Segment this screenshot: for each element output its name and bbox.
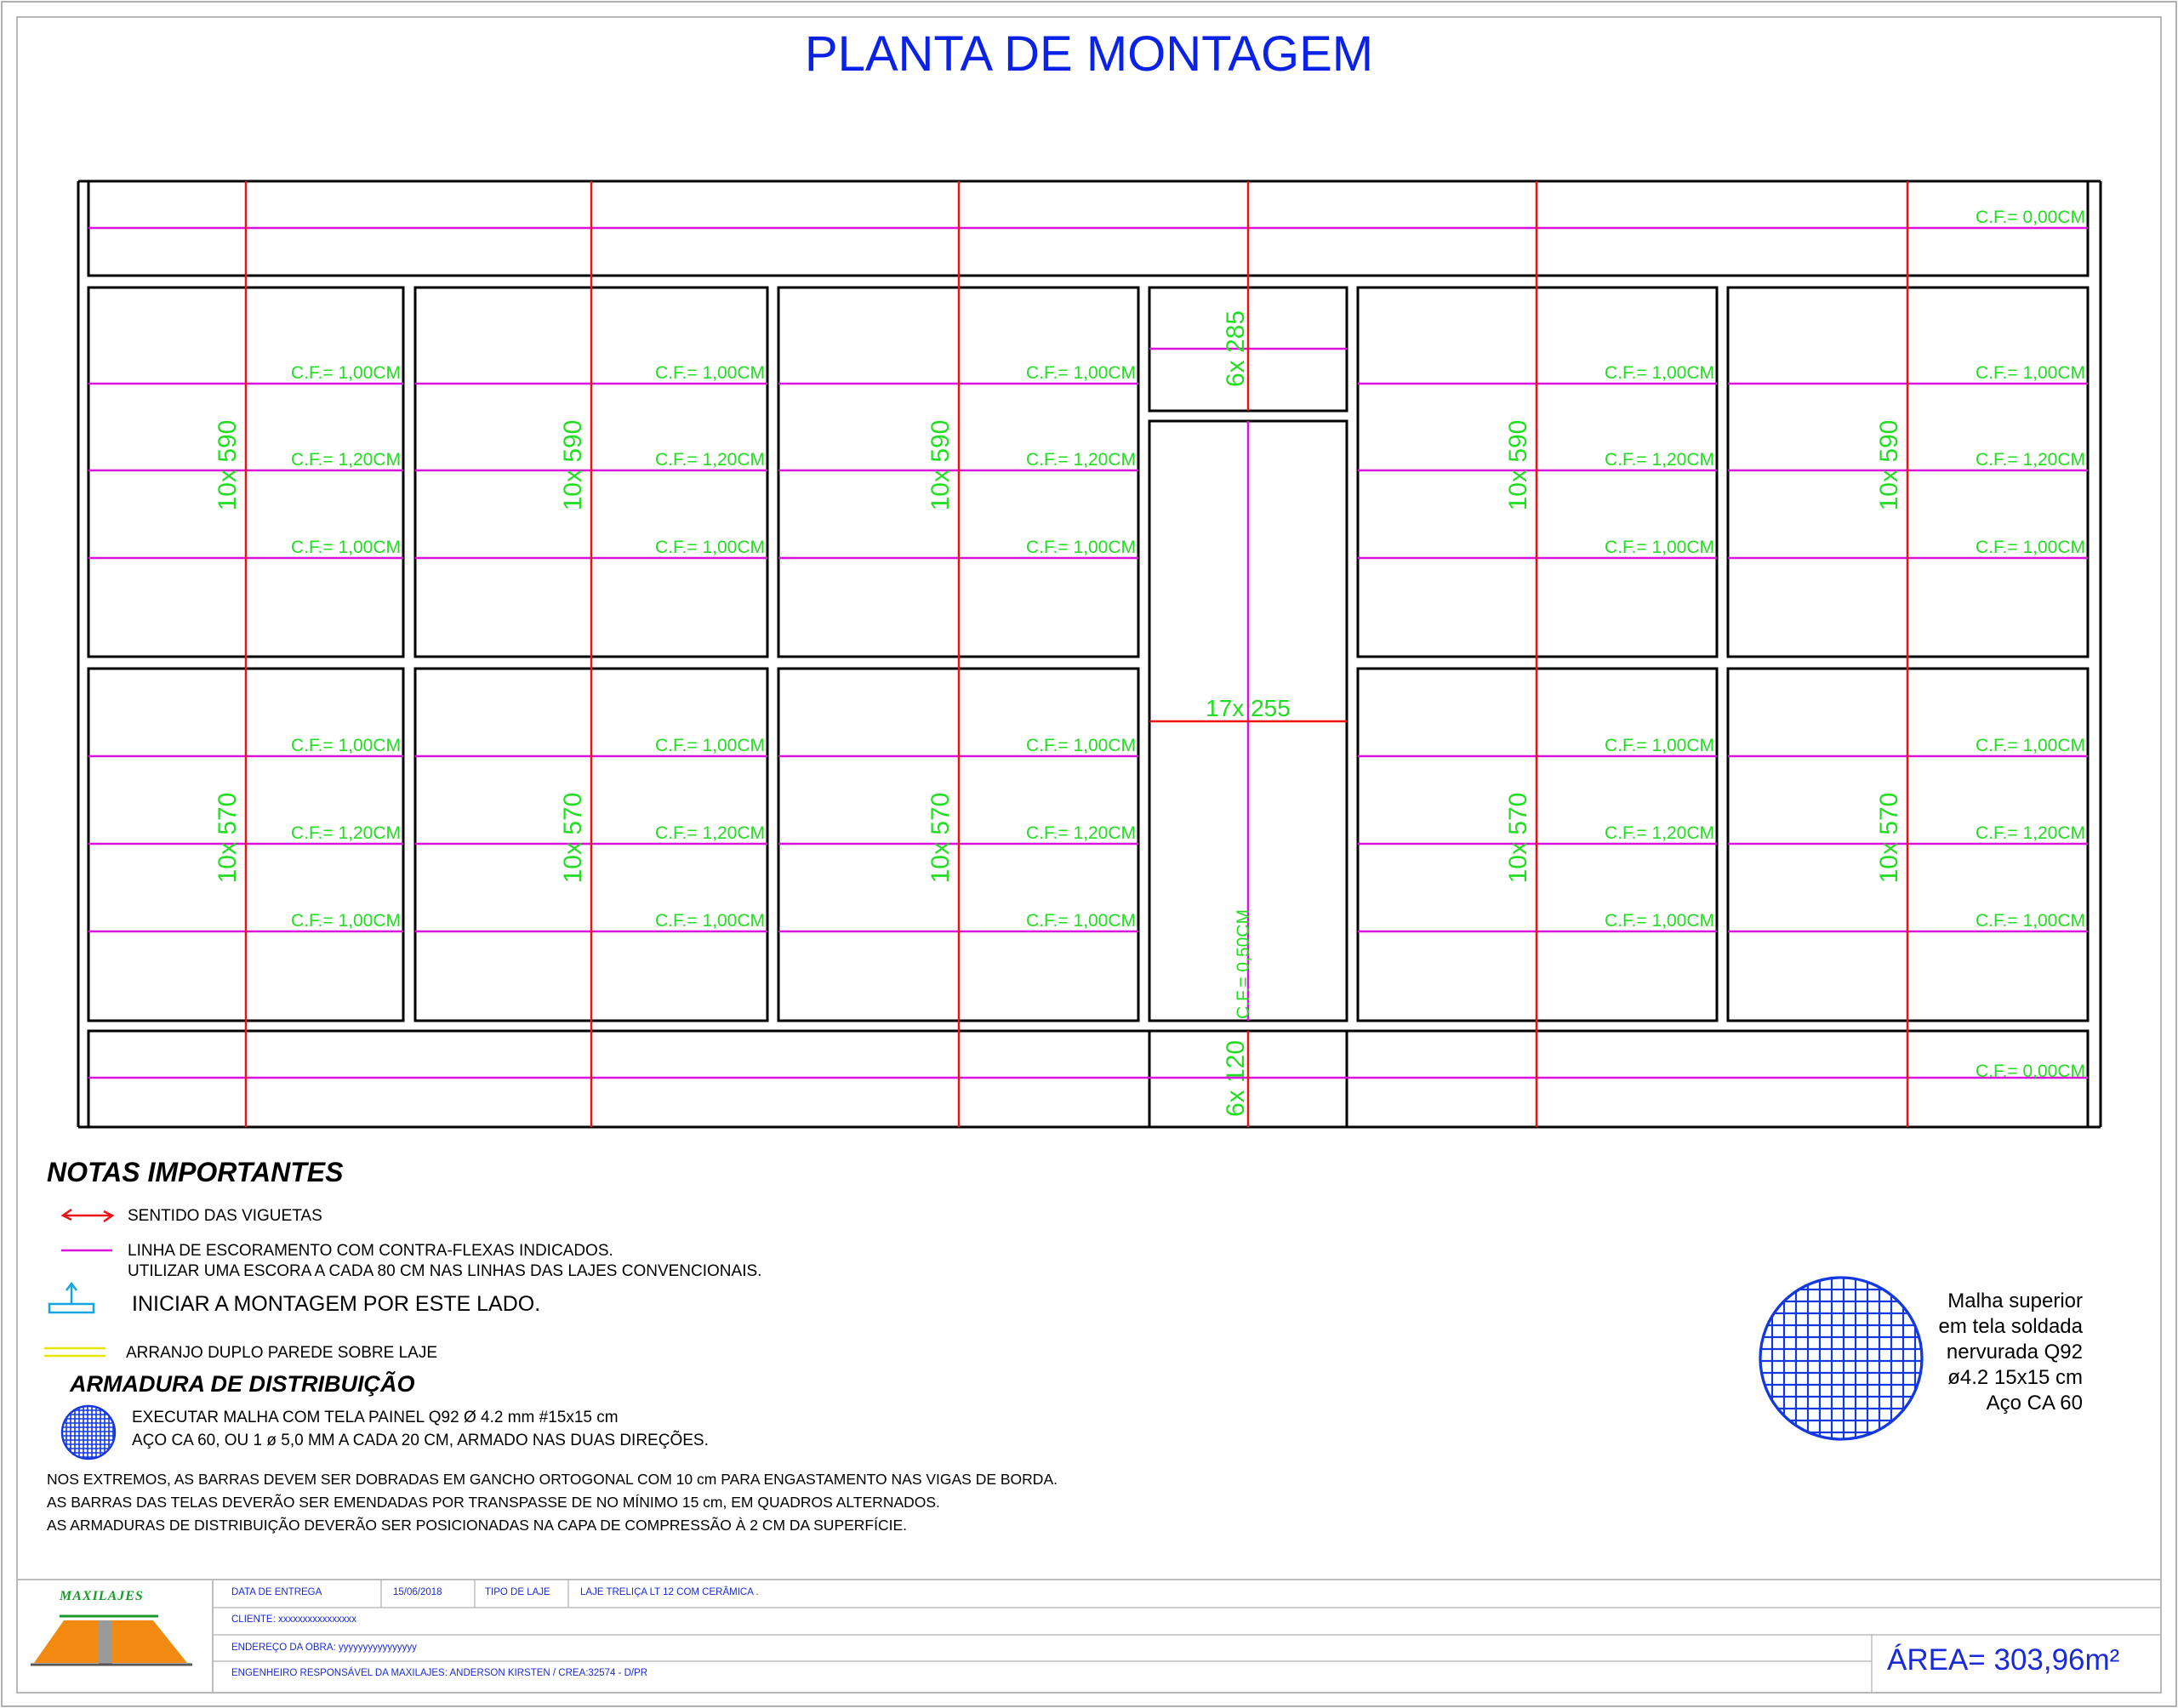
cf-label: C.F.= 1,00CM bbox=[1026, 538, 1136, 557]
mesh-caption-line: ø4.2 15x15 cm bbox=[1947, 1366, 2083, 1389]
cf-label: C.F.= 1,00CM bbox=[1976, 363, 2085, 383]
company-logo bbox=[31, 1616, 192, 1665]
area-value: ÁREA= 303,96m² bbox=[1887, 1643, 2120, 1677]
joist-count-label: 10x 590 bbox=[1875, 419, 1903, 511]
cf-label: C.F.= 1,20CM bbox=[291, 823, 401, 843]
joist-count-label: 10x 570 bbox=[927, 792, 955, 884]
joist-count-label: 10x 570 bbox=[1875, 792, 1903, 884]
legend-symbols bbox=[44, 1210, 115, 1459]
mesh-caption-line: Aço CA 60 bbox=[1986, 1392, 2083, 1415]
notes-heading: NOTAS IMPORTANTES bbox=[47, 1157, 344, 1187]
joist-count-label: 10x 570 bbox=[214, 792, 242, 884]
cf-label: C.F.= 1,00CM bbox=[655, 736, 765, 755]
joist-count-label: 10x 570 bbox=[1504, 792, 1532, 884]
cf-label: C.F.= 1,00CM bbox=[1605, 911, 1714, 931]
cf-label: C.F.= 1,20CM bbox=[1976, 450, 2085, 470]
cf-label: C.F.= 1,00CM bbox=[291, 911, 401, 931]
address-field: ENDEREÇO DA OBRA: yyyyyyyyyyyyyyyy bbox=[231, 1643, 417, 1653]
cf-label: C.F.= 1,00CM bbox=[1976, 736, 2085, 755]
cf-label: C.F.= 1,20CM bbox=[655, 450, 765, 470]
joist-count-label: 6x 285 bbox=[1222, 310, 1250, 388]
note-paragraph-3: AS ARMADURAS DE DISTRIBUIÇÃO DEVERÃO SER POSICIONADAS NA CAPA DE COMPRESSÃO À 2 CM DA SUPERFÍCIE. bbox=[47, 1517, 908, 1534]
slab-type-label: TIPO DE LAJE bbox=[485, 1587, 550, 1597]
cf-label: C.F.= 1,00CM bbox=[1976, 911, 2085, 931]
slab-type: LAJE TRELIÇA LT 12 COM CERÂMICA . bbox=[580, 1587, 759, 1597]
floor-plan bbox=[78, 181, 2101, 1127]
cf-label: C.F.= 1,00CM bbox=[655, 911, 765, 931]
delivery-date: 15/06/2018 bbox=[393, 1587, 442, 1597]
cf-label: C.F.= 1,20CM bbox=[1605, 450, 1714, 470]
note-paragraph-2: AS BARRAS DAS TELAS DEVERÃO SER EMENDADAS POR TRANSPASSE DE NO MÍNIMO 15 cm, EM QUADROS ALTERNADOS. bbox=[47, 1494, 940, 1511]
cf-label: C.F.= 1,20CM bbox=[1605, 823, 1714, 843]
company-logo-text: MAXILAJES bbox=[60, 1589, 144, 1603]
cf-label: C.F.= 1,00CM bbox=[1026, 363, 1136, 383]
joist-count-label: 10x 570 bbox=[559, 792, 587, 884]
cf-label: C.F.= 1,00CM bbox=[1026, 911, 1136, 931]
cf-label: C.F.= 1,20CM bbox=[1976, 823, 2085, 843]
cf-label: C.F.= 1,00CM bbox=[1605, 538, 1714, 557]
cf-label: C.F.= 1,00CM bbox=[291, 736, 401, 755]
cf-label: C.F.= 1,20CM bbox=[291, 450, 401, 470]
cf-label: C.F.= 1,00CM bbox=[1026, 736, 1136, 755]
mesh-diagram bbox=[1760, 1278, 1922, 1439]
mesh-caption-line: nervurada Q92 bbox=[1946, 1341, 2083, 1364]
cf-label: C.F.= 0,50CM bbox=[1234, 909, 1253, 1019]
cf-label: C.F.= 1,00CM bbox=[291, 538, 401, 557]
cf-label: C.F.= 0,00CM bbox=[1976, 208, 2085, 227]
client-field: CLIENTE: xxxxxxxxxxxxxxxx bbox=[231, 1614, 356, 1625]
joist-count-label: 6x 120 bbox=[1222, 1039, 1250, 1118]
note-paragraph-1: NOS EXTREMOS, AS BARRAS DEVEM SER DOBRADAS EM GANCHO ORTOGONAL COM 10 cm PARA ENGASTAMENTO NAS VIGAS DE BORDA. bbox=[47, 1471, 1058, 1488]
legend-shoring-note: UTILIZAR UMA ESCORA A CADA 80 CM NAS LINHAS DAS LAJES CONVENCIONAIS. bbox=[128, 1262, 762, 1280]
cf-label: C.F.= 1,20CM bbox=[1026, 823, 1136, 843]
logo-shape bbox=[34, 1620, 102, 1663]
cf-label: C.F.= 1,20CM bbox=[1026, 450, 1136, 470]
page-title: PLANTA DE MONTAGEM bbox=[804, 26, 1374, 82]
mesh-caption bbox=[1906, 1289, 2083, 1416]
joist-count-label: 10x 590 bbox=[559, 419, 587, 511]
distribution-line-1: EXECUTAR MALHA COM TELA PAINEL Q92 Ø 4.2 mm #15x15 cm bbox=[132, 1409, 619, 1426]
cf-label: C.F.= 1,00CM bbox=[291, 363, 401, 383]
legend-start-side: INICIAR A MONTAGEM POR ESTE LADO. bbox=[132, 1292, 541, 1316]
legend-double-wall: ARRANJO DUPLO PAREDE SOBRE LAJE bbox=[126, 1344, 438, 1362]
delivery-label: DATA DE ENTREGA bbox=[231, 1587, 322, 1597]
cf-label: C.F.= 1,00CM bbox=[1976, 538, 2085, 557]
distribution-line-2: AÇO CA 60, OU 1 ø 5,0 MM A CADA 20 CM, ARMADO NAS DUAS DIREÇÕES. bbox=[132, 1432, 709, 1449]
engineer-field: ENGENHEIRO RESPONSÁVEL DA MAXILAJES: ANDERSON KIRSTEN / CREA:32574 - D/PR bbox=[231, 1668, 648, 1678]
cf-label: C.F.= 1,00CM bbox=[1605, 736, 1714, 755]
legend-shoring-line: LINHA DE ESCORAMENTO COM CONTRA-FLEXAS INDICADOS. bbox=[128, 1242, 613, 1260]
mesh-caption-line: em tela soldada bbox=[1938, 1315, 2083, 1338]
joist-count-label: 10x 590 bbox=[927, 419, 955, 511]
joist-count-label: 17x 255 bbox=[1206, 695, 1291, 721]
cf-label: C.F.= 1,00CM bbox=[1605, 363, 1714, 383]
cf-label: C.F.= 0,00CM bbox=[1976, 1062, 2085, 1081]
cf-label: C.F.= 1,00CM bbox=[655, 538, 765, 557]
joist-count-label: 10x 590 bbox=[214, 419, 242, 511]
mesh-caption-line: Malha superior bbox=[1947, 1290, 2083, 1312]
logo-shape bbox=[109, 1620, 187, 1663]
joist-count-label: 10x 590 bbox=[1504, 419, 1532, 511]
cf-label: C.F.= 1,00CM bbox=[655, 363, 765, 383]
bottom-strip bbox=[88, 1031, 2088, 1127]
cf-label: C.F.= 1,20CM bbox=[655, 823, 765, 843]
start-arrow-icon bbox=[49, 1304, 94, 1312]
legend-joist-direction: SENTIDO DAS VIGUETAS bbox=[128, 1207, 322, 1225]
distribution-heading: ARMADURA DE DISTRIBUIÇÃO bbox=[70, 1371, 415, 1397]
logo-shape bbox=[99, 1620, 112, 1665]
